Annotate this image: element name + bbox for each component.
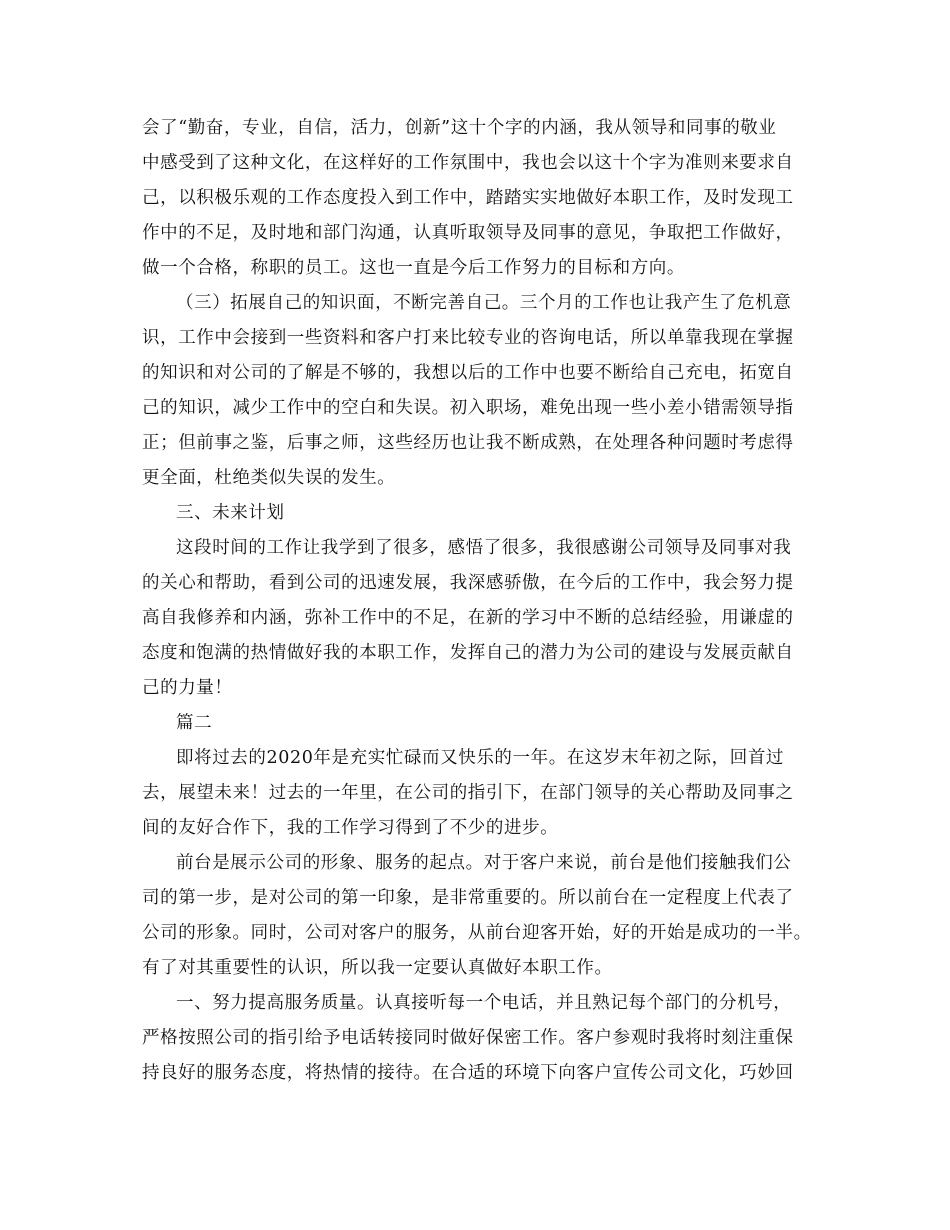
text-line: 做一个合格，称职的员工。这也一直是今后工作努力的目标和方向。 — [142, 258, 685, 278]
text-line: 识，工作中会接到一些资料和客户打来比较专业的咨询电话，所以单靠我现在掌握 — [142, 328, 794, 348]
text-line: 中感受到了这种文化，在这样好的工作氛围中，我也会以这十个字为准则来要求自 — [142, 153, 794, 173]
section-heading: 三、未来计划 — [176, 503, 285, 523]
text-line: 这段时间的工作让我学到了很多，感悟了很多，我很感谢公司领导及同事对我 — [176, 538, 792, 558]
text-line: 司的第一步，是对公司的第一印象，是非常重要的。所以前台在一定程度上代表了 — [142, 888, 794, 908]
text-line: 态度和饱满的热情做好我的本职工作，发挥自己的潜力为公司的建设与发展贡献自 — [142, 643, 794, 663]
text-line: 会了“勤奋，专业，自信，活力，创新”这十个字的内涵，我从领导和同事的敬业 — [142, 118, 777, 138]
text-line: 正；但前事之鉴，后事之师，这些经历也让我不断成熟，在处理各种问题时考虑得 — [142, 433, 794, 453]
text-line: 严格按照公司的指引给予电话转接同时做好保密工作。客户参观时我将时刻注重保 — [142, 1028, 794, 1048]
text-line: 有了对其重要性的认识，所以我一定要认真做好本职工作。 — [142, 958, 613, 978]
text-line: 公司的形象。同时，公司对客户的服务，从前台迎客开始，好的开始是成功的一半。 — [142, 923, 812, 943]
text-line: 前台是展示公司的形象、服务的起点。对于客户来说，前台是他们接触我们公 — [176, 853, 792, 873]
text-line: 高自我修养和内涵，弥补工作中的不足，在新的学习中不断的总结经验，用谦虚的 — [142, 608, 794, 628]
text-line: 的知识和对公司的了解是不够的，我想以后的工作中也要不断给自己充电，拓宽自 — [142, 363, 794, 383]
text-line: （三）拓展自己的知识面，不断完善自己。三个月的工作也让我产生了危机意 — [176, 293, 792, 313]
text-line: 更全面，杜绝类似失误的发生。 — [142, 468, 396, 488]
text-line: 间的友好合作下，我的工作学习得到了不少的进步。 — [142, 818, 559, 838]
text-line: 即将过去的2020年是充实忙碌而又快乐的一年。在这岁末年初之际，回首过 — [176, 748, 785, 768]
text-line: 作中的不足，及时地和部门沟通，认真听取领导及同事的意见，争取把工作做好， — [142, 223, 794, 243]
text-line: 己的力量！ — [142, 678, 233, 698]
text-line: 持良好的服务态度，将热情的接待。在合适的环境下向客户宣传公司文化，巧妙回 — [142, 1063, 794, 1083]
text-line: 一、努力提高服务质量。认真接听每一个电话，并且熟记每个部门的分机号， — [176, 993, 792, 1013]
text-line: 的关心和帮助，看到公司的迅速发展，我深感骄傲，在今后的工作中，我会努力提 — [142, 573, 794, 593]
text-line: 己，以积极乐观的工作态度投入到工作中，踏踏实实地做好本职工作，及时发现工 — [142, 188, 794, 208]
text-line: 去，展望未来！过去的一年里，在公司的指引下，在部门领导的关心帮助及同事之 — [142, 783, 794, 803]
section-heading: 篇二 — [176, 713, 213, 733]
text-line: 己的知识，减少工作中的空白和失误。初入职场，难免出现一些小差小错需领导指 — [142, 398, 794, 418]
